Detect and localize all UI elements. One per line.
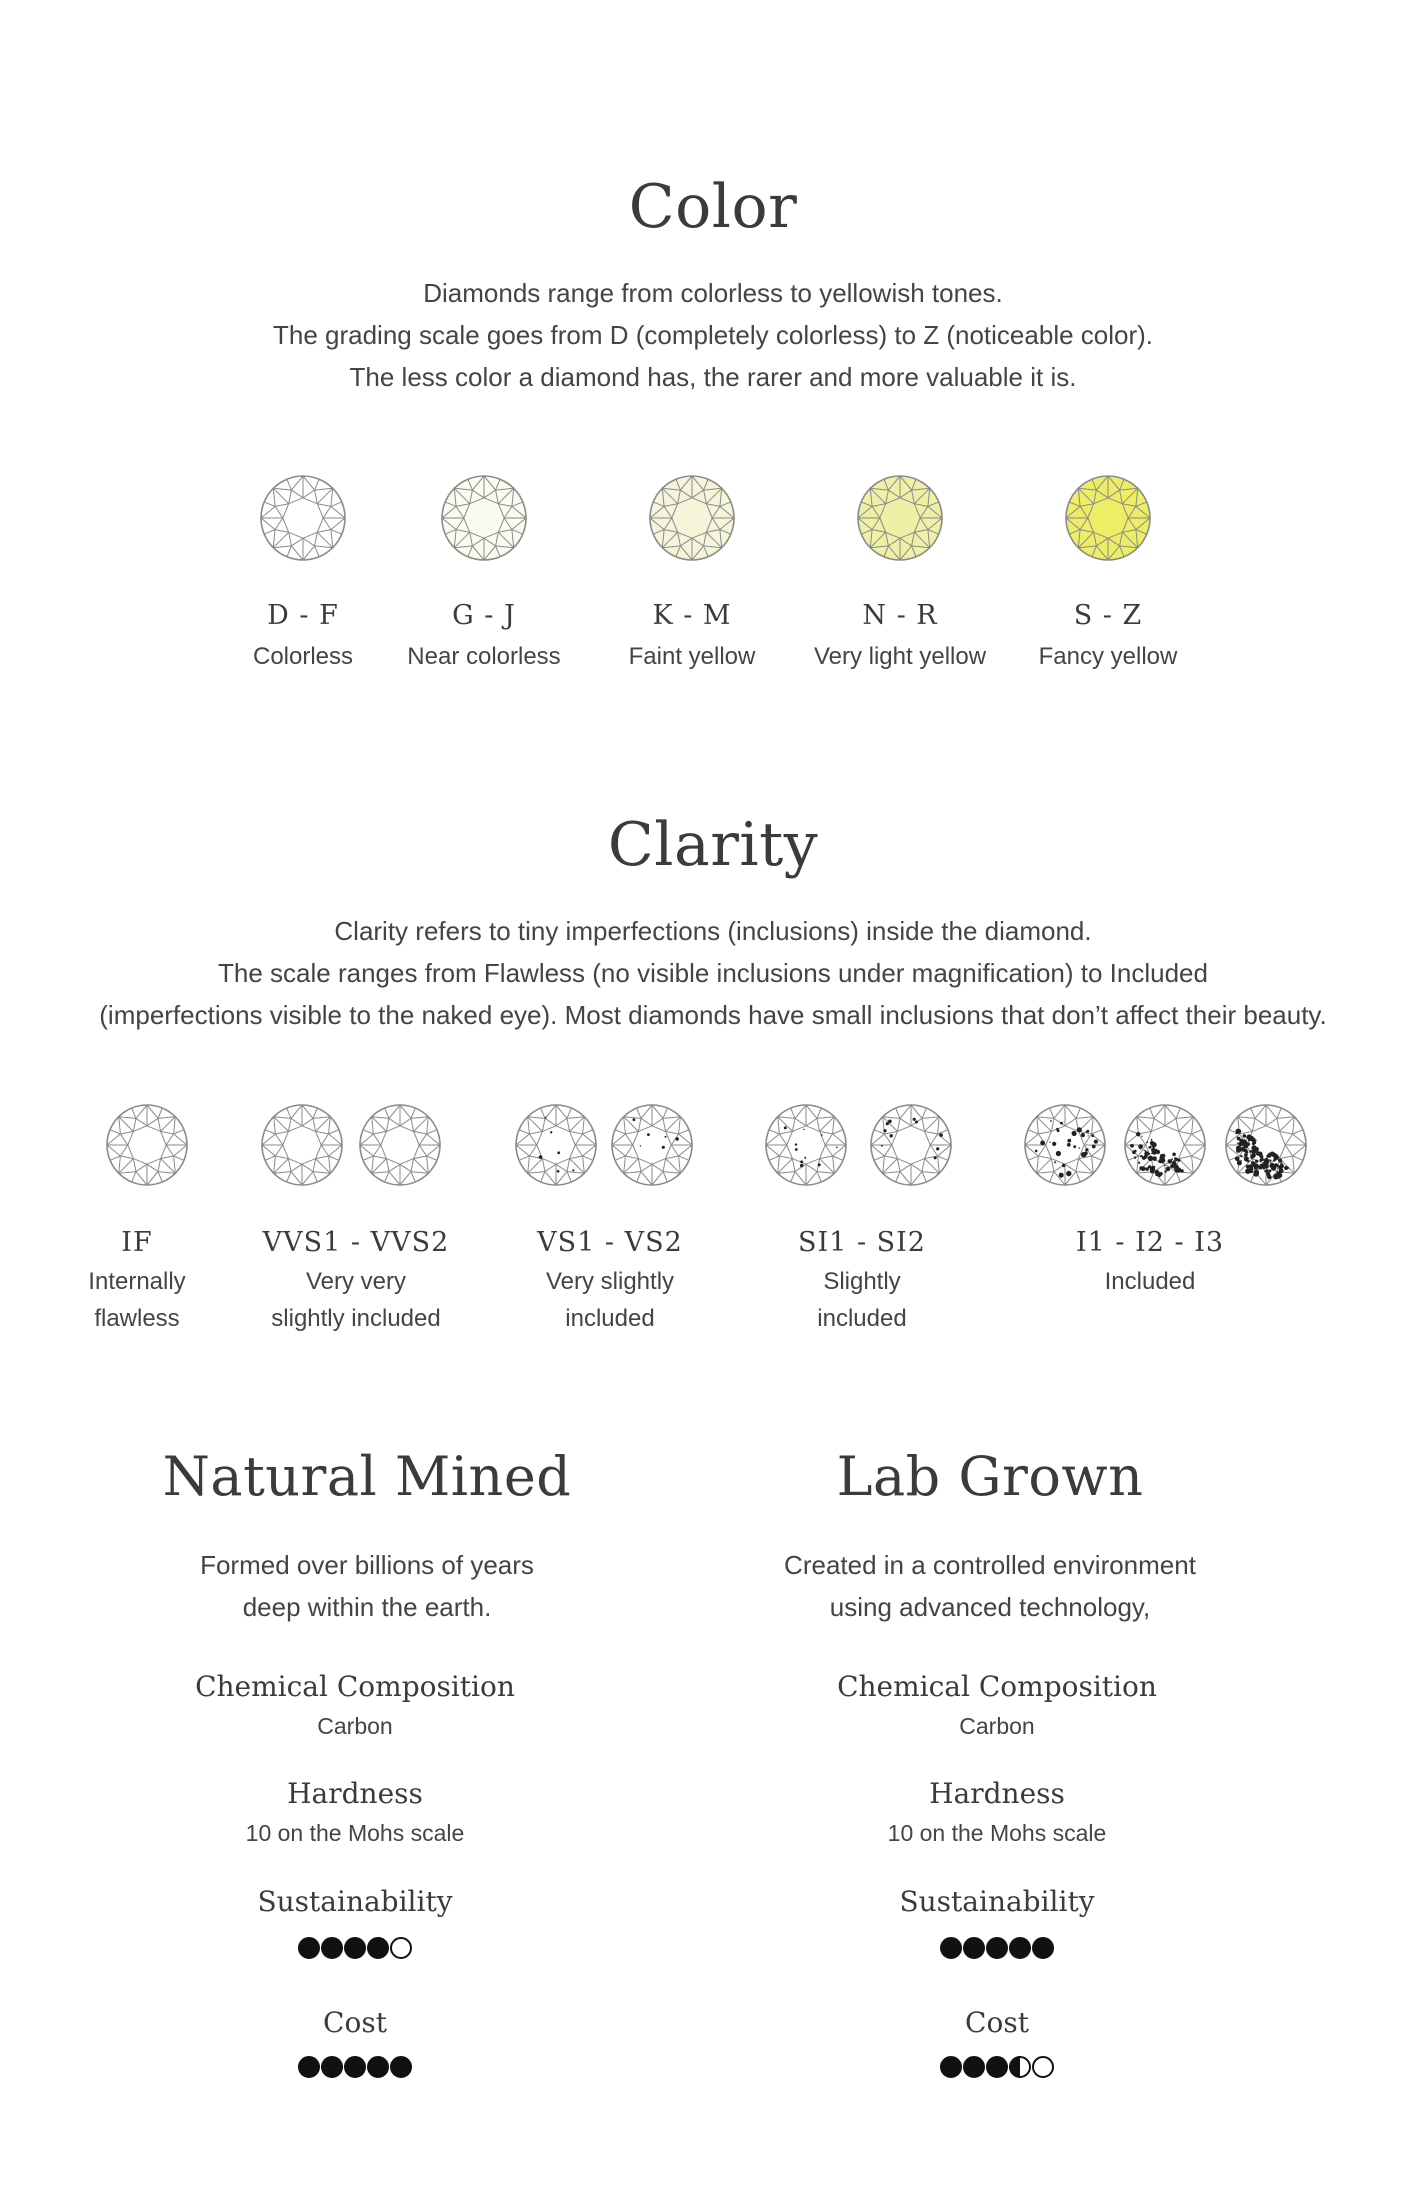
clarity-grade-label: Very very xyxy=(305,1268,407,1295)
comparison-description-line: deep within the earth. xyxy=(242,1592,492,1622)
clarity-grade-label: included xyxy=(565,1305,655,1332)
color-description-line: The grading scale goes from D (completely colorless) to Z (noticeable color). xyxy=(272,320,1154,350)
rating-dot-empty xyxy=(390,1937,412,1959)
color-grade-label: Near colorless xyxy=(407,643,561,670)
diamond-svg xyxy=(105,1103,189,1187)
diamond-icon xyxy=(259,474,347,562)
comparison-description-line: Formed over billions of years xyxy=(200,1550,534,1580)
diamond-icon xyxy=(358,1103,442,1187)
rating-dot-full xyxy=(1009,1937,1031,1959)
diamond-svg xyxy=(1123,1103,1207,1187)
cost-rating xyxy=(255,2056,455,2078)
rating-dot-full xyxy=(367,1937,389,1959)
comparison-title: Lab Grown xyxy=(836,1445,1144,1508)
clarity-grade-range: SI1 - SI2 xyxy=(798,1227,926,1258)
sustainability-label: Sustainability xyxy=(899,1885,1095,1918)
rating-dot-full xyxy=(940,1937,962,1959)
diamond-icon xyxy=(260,1103,344,1187)
color-grade-range: G - J xyxy=(452,600,516,631)
rating-dot-empty xyxy=(1032,2056,1054,2078)
diamond-svg xyxy=(1224,1103,1308,1187)
rating-dot-full xyxy=(986,2056,1008,2078)
clarity-grade-label: Internally xyxy=(88,1268,186,1295)
hardness-value: 10 on the Mohs scale xyxy=(245,1820,465,1846)
clarity-description-line: Clarity refers to tiny imperfections (inclusions) inside the diamond. xyxy=(334,916,1092,946)
chemical-composition-value: Carbon xyxy=(959,1713,1035,1739)
clarity-description-line: (imperfections visible to the naked eye). Most diamonds have small inclusions that don’t affect their beauty. xyxy=(99,1000,1327,1030)
diamond-svg xyxy=(764,1103,848,1187)
diamond-icon xyxy=(105,1103,189,1187)
sustainability-label: Sustainability xyxy=(257,1885,453,1918)
rating-dot-full xyxy=(940,2056,962,2078)
chemical-composition-label: Chemical Composition xyxy=(837,1670,1157,1703)
clarity-description-line: The scale ranges from Flawless (no visible inclusions under magnification) to Included xyxy=(218,958,1208,988)
diamond-icon xyxy=(764,1103,848,1187)
clarity-grade-label: Included xyxy=(1104,1268,1196,1295)
color-grade-label: Fancy yellow xyxy=(1038,643,1178,670)
color-grade-range: N - R xyxy=(862,600,938,631)
color-description-line: Diamonds range from colorless to yellowish tones. xyxy=(423,278,1003,308)
diamond-icon xyxy=(514,1103,598,1187)
rating-dot-full xyxy=(1032,1937,1054,1959)
color-grade-label: Colorless xyxy=(252,643,354,670)
color-grade-label: Very light yellow xyxy=(813,643,987,670)
diamond-icon xyxy=(648,474,736,562)
color-grade-range: S - Z xyxy=(1073,600,1143,631)
diamond-svg xyxy=(514,1103,598,1187)
diamond-icon xyxy=(1224,1103,1308,1187)
diamond-icon xyxy=(1064,474,1152,562)
clarity-description xyxy=(0,910,1426,1036)
diamond-icon xyxy=(1123,1103,1207,1187)
cost-label: Cost xyxy=(323,2006,387,2039)
hardness-value: 10 on the Mohs scale xyxy=(887,1820,1107,1846)
rating-dot-full xyxy=(344,2056,366,2078)
diamond-icon xyxy=(1023,1103,1107,1187)
rating-dot-full xyxy=(298,1937,320,1959)
comparison-description-line: Created in a controlled environment xyxy=(784,1550,1196,1580)
diamond-svg xyxy=(259,474,347,562)
diamond-svg xyxy=(260,1103,344,1187)
diamond-svg xyxy=(1064,474,1152,562)
comparison-description-line: using advanced technology, xyxy=(829,1592,1151,1622)
hardness-label: Hardness xyxy=(929,1777,1065,1810)
rating-dot-full xyxy=(367,2056,389,2078)
sustainability-rating xyxy=(255,1937,455,1959)
rating-dot-full xyxy=(986,1937,1008,1959)
hardness-label: Hardness xyxy=(287,1777,423,1810)
diamond-svg xyxy=(648,474,736,562)
color-grade-range: K - M xyxy=(652,600,732,631)
clarity-grade-range: IF xyxy=(121,1227,153,1258)
rating-dot-half xyxy=(1009,2056,1031,2078)
diamond-icon xyxy=(856,474,944,562)
rating-dot-full xyxy=(321,2056,343,2078)
diamond-svg xyxy=(610,1103,694,1187)
clarity-grade-range: VVS1 - VVS2 xyxy=(262,1227,450,1258)
comparison-title: Natural Mined xyxy=(162,1445,572,1508)
clarity-grade-label: slightly included xyxy=(271,1305,441,1332)
clarity-grade-label: flawless xyxy=(94,1305,180,1332)
clarity-grade-label: Very slightly xyxy=(545,1268,675,1295)
diamond-icon xyxy=(869,1103,953,1187)
chemical-composition-value: Carbon xyxy=(317,1713,393,1739)
clarity-grade-range: I1 - I2 - I3 xyxy=(1075,1227,1225,1258)
color-description xyxy=(0,272,1426,398)
diamond-icon xyxy=(610,1103,694,1187)
rating-dot-full xyxy=(963,2056,985,2078)
diamond-icon xyxy=(440,474,528,562)
rating-dot-full xyxy=(321,1937,343,1959)
clarity-grade-label: included xyxy=(817,1305,907,1332)
sustainability-rating xyxy=(897,1937,1097,1959)
cost-rating xyxy=(897,2056,1097,2078)
chemical-composition-label: Chemical Composition xyxy=(195,1670,515,1703)
rating-dot-full xyxy=(298,2056,320,2078)
color-grade-range: D - F xyxy=(267,600,339,631)
clarity-grade-range: VS1 - VS2 xyxy=(537,1227,683,1258)
rating-dot-full xyxy=(963,1937,985,1959)
diamond-svg xyxy=(440,474,528,562)
clarity-title: Clarity xyxy=(607,810,819,880)
rating-dot-full xyxy=(344,1937,366,1959)
diamond-svg xyxy=(358,1103,442,1187)
clarity-grade-label: Slightly xyxy=(823,1268,901,1295)
color-description-line: The less color a diamond has, the rarer and more valuable it is. xyxy=(349,362,1077,392)
diamond-svg xyxy=(856,474,944,562)
rating-dot-full xyxy=(390,2056,412,2078)
color-grade-label: Faint yellow xyxy=(628,643,756,670)
diamond-svg xyxy=(1023,1103,1107,1187)
diamond-svg xyxy=(869,1103,953,1187)
color-title: Color xyxy=(628,172,798,242)
cost-label: Cost xyxy=(965,2006,1029,2039)
